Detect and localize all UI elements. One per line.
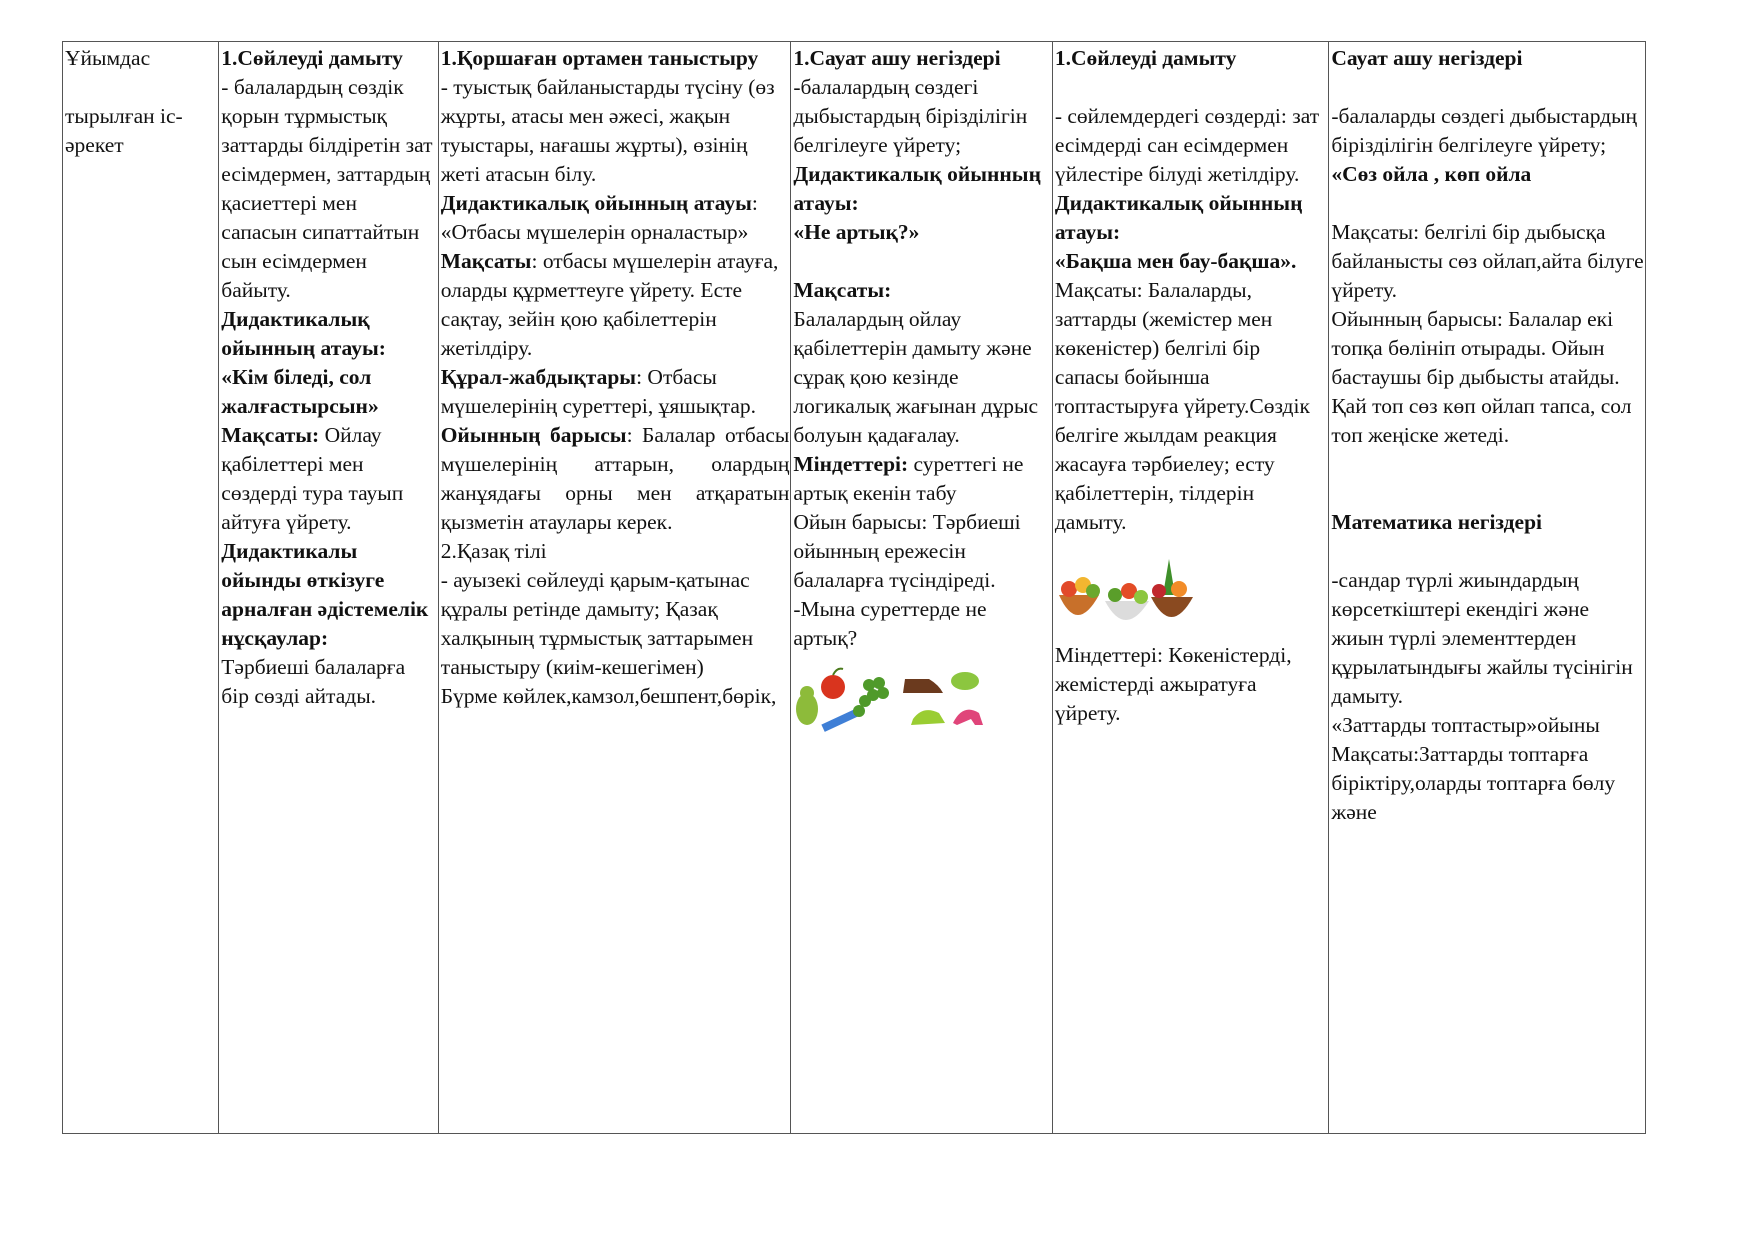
game-name: «Не артық?» [793, 220, 920, 244]
math-game: «Заттарды топтастыр»ойыны [1331, 713, 1600, 737]
aim-label: Мақсаты [440, 249, 532, 273]
method-text: Тәрбиеші балаларға бір сөзді айтады. [221, 655, 406, 708]
cell-speech-development [219, 42, 438, 1134]
game-label: Дидактикалық ойынның атауы: [793, 162, 1041, 215]
cell-body: - балалардың сөздік қорын тұрмыстық заттарды білдіретін зат есімдермен, заттардың қасиеттері мен сапасын сипаттайтын сын есімдермен байыту. [221, 75, 433, 302]
odd-one-out-image [793, 657, 1050, 737]
cell-title: 1.Сөйлеуді дамыту [1054, 46, 1237, 70]
tasks-text: Міндеттері: Көкеністерді, жемістерді ажыратуға үйрету. [1054, 643, 1292, 725]
lesson-plan-table [62, 41, 1646, 1134]
tools-text: : Отбасы мүшелерінің суреттері, ұяшықтар. [440, 365, 757, 418]
method-label: Дидактикалы ойынды өткізуге арналған әдістемелік нұсқаулар: [221, 539, 429, 650]
table-row [63, 42, 1646, 1134]
game-name: «Сөз ойла , көп ойла [1331, 162, 1532, 186]
vegetable-baskets-image [1055, 551, 1328, 641]
tasks-paragraph [793, 450, 1050, 508]
course-text: Ойынның барысы: Балалар екі топқа бөлініп отырады. Ойын бастаушы бір дыбысты атайды. Қай топ сөз көп ойлап тапса, сол топ жеңіске жетеді. [1331, 307, 1632, 447]
row-header-line-2: тырылған іс-әрекет [65, 104, 183, 157]
tools-paragraph [441, 363, 790, 421]
game-paragraph [441, 189, 790, 247]
cell-literacy-math [1329, 42, 1646, 1134]
cell-body: - сөйлемдердегі сөздерді: зат есімдерді сан есімдермен үйлестіре білуді жетілдіру. [1054, 104, 1320, 186]
cell-title: Сауат ашу негіздері [1331, 46, 1523, 70]
cell-body: - туыстық байланыстарды түсіну (өз жұрты, атасы мен әжесі, жақын туыстары, нағашы жұрты), өзінің жеті атасын білу. [440, 75, 775, 186]
course-text: Ойын барысы: Тәрбиеші ойынның ережесін балаларға түсіндіреді. [793, 510, 1021, 592]
subsection-title: 2.Қазақ тілі [440, 539, 547, 563]
tasks-text: суреттегі не артық екенін табу [793, 452, 1024, 505]
cell-title: 1.Қоршаған ортамен таныстыру [440, 46, 759, 70]
cell-literacy [791, 42, 1052, 1134]
cell-body: -балаларды сөздегі дыбыстардың бірізділігін белгілеуге үйрету; [1331, 104, 1638, 157]
math-aim: Мақсаты:Заттарды топтарға біріктіру,оларды топтарға бөлу және [1331, 742, 1616, 824]
aim-paragraph [441, 247, 790, 363]
game-label: Дидактикалық ойынның атауы: [1054, 191, 1303, 244]
aim-label: Мақсаты: [221, 423, 320, 447]
cell-title: 1.Сауат ашу негіздері [793, 46, 1001, 70]
course-paragraph [441, 421, 790, 537]
game-label: Дидактикалық ойынның атауы: [221, 307, 386, 360]
clothes-list: Бүрме көйлек,камзол,бешпент,бөрік, [440, 684, 777, 708]
cell-body: -балалардың сөздегі дыбыстардың бірізділігін белгілеуге үйрету; [793, 75, 1028, 157]
aim-text: Балалардың ойлау қабілеттерін дамыту және сұрақ қою кезінде логикалық жағынан дұрыс болуын қадағалау. [793, 307, 1039, 447]
aim-label: Мақсаты: [793, 278, 892, 302]
row-header-line-1: Ұйымдас [65, 46, 151, 70]
game-label: Дидактикалық ойынның атауы [440, 191, 752, 215]
game-name: «Кім біледі, сол жалғастырсын» [221, 365, 379, 418]
aim-text: Ойлау қабілеттері мен сөздерді тура тауып айтуға үйрету. [221, 423, 404, 534]
cell-speech-development-2 [1052, 42, 1329, 1134]
subsection-body: - ауызекі сөйлеуді қарым-қатынас құралы ретінде дамыту; Қазақ халқының тұрмыстық заттарымен таныстыру (киім-кешегімен) [440, 568, 754, 679]
game-name: «Бақша мен бау-бақша». [1054, 249, 1297, 273]
cell-title: 1.Сөйлеуді дамыту [221, 46, 403, 70]
course-label: Ойынның барысы [440, 423, 627, 447]
question-text: -Мына суреттерде не артық? [793, 597, 987, 650]
tasks-label: Міндеттері: [793, 452, 909, 476]
row-header-cell [63, 42, 219, 1134]
game-text: : «Отбасы мүшелерін орналастыр» [440, 191, 758, 244]
course-text: : Балалар отбасы мүшелерінің аттарын, олардың жанұядағы орны мен атқаратын қызметін атаулары керек. [440, 423, 790, 534]
math-body: -сандар түрлі жиындардың көрсеткіштері екендігі және жиын түрлі элементтерден құрылатындығы жайлы түсінігін дамыту. [1331, 568, 1633, 708]
aim-text: Мақсаты: белгілі бір дыбысқа байланысты сөз ойлап,айта білуге үйрету. [1331, 220, 1644, 302]
tools-label: Құрал-жабдықтары [440, 365, 637, 389]
aim-paragraph [221, 421, 436, 537]
aim-text: : отбасы мүшелерін атауға, оларды құрметтеуге үйрету. Есте сақтау, зейін қою қабілеттерін жетілдіру. [440, 249, 779, 360]
aim-text: Мақсаты: Балаларды, заттарды (жемістер мен көкеністер) белгілі бір сапасы бойынша топтастыруға үйрету.Сөздік белгіге жылдам реакция жасауға тәрбиелеу; есту қабілеттерін, тілдерін дамыту. [1054, 278, 1310, 534]
cell-environment [438, 42, 791, 1134]
math-title: Математика негіздері [1331, 510, 1543, 534]
